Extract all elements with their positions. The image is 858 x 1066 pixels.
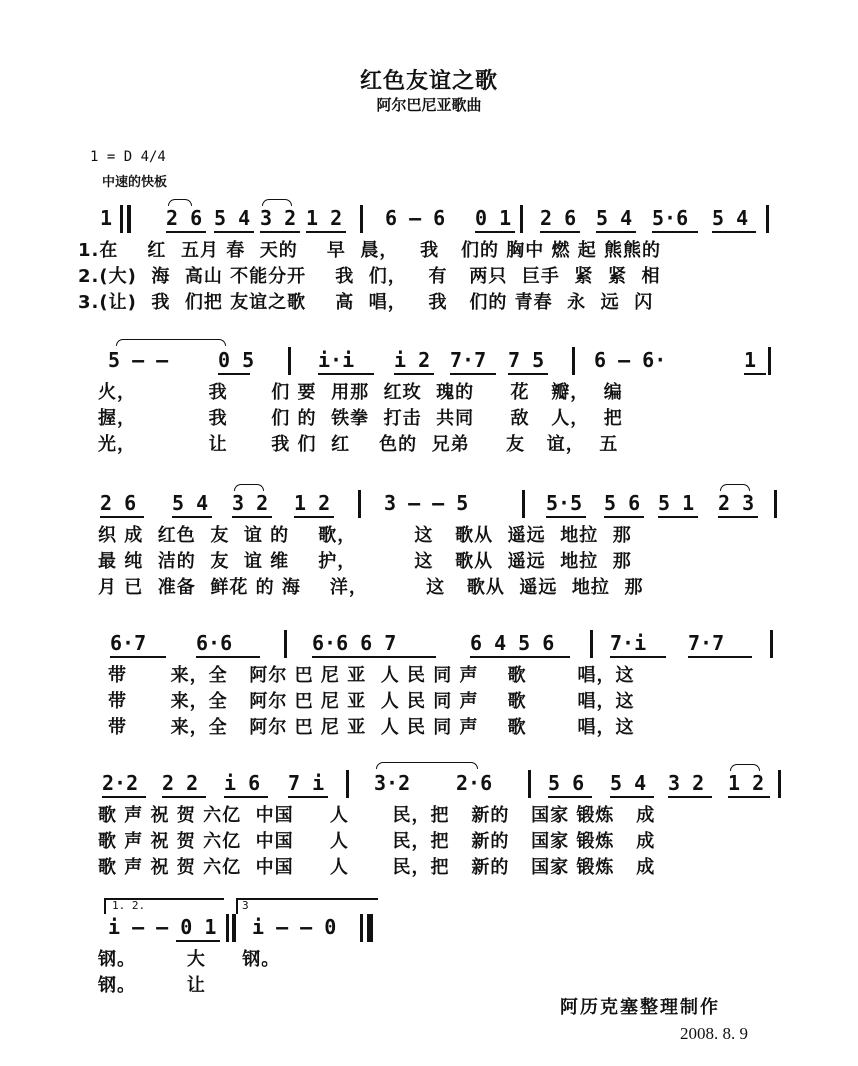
note-group: 5 4 <box>172 491 209 515</box>
note-group: 2 3 <box>718 491 755 515</box>
underline <box>718 516 758 518</box>
note-group: 3·2 <box>374 771 411 795</box>
underline <box>100 516 144 518</box>
lyric-line-3: 光， 让 我 们 红 色的 兄弟 友 谊， 五 <box>98 434 619 455</box>
underline <box>546 516 586 518</box>
key-signature: 1 = D 4/4 <box>90 149 166 165</box>
barline <box>127 205 131 233</box>
underline <box>176 940 220 942</box>
barline <box>226 914 229 942</box>
note-group: 0 1 <box>475 206 512 230</box>
barline <box>232 914 236 942</box>
underline <box>172 516 212 518</box>
note-group: 5·6 <box>652 206 689 230</box>
underline <box>162 796 206 798</box>
date-stamp: 2008. 8. 9 <box>680 1024 748 1043</box>
lyric-line-2: 最 纯 洁的 友 谊 维 护， 这 歌从 遥远 地拉 那 <box>98 551 632 572</box>
barline <box>522 490 525 518</box>
lyric-line-1: 歌 声 祝 贺 六亿 中国 人 民，把 新的 国家 锻炼 成 <box>98 805 656 826</box>
underline <box>232 516 272 518</box>
note-group: 1 <box>744 348 757 372</box>
note-group: i 6 <box>224 771 261 795</box>
underline <box>218 373 250 375</box>
barline <box>768 347 771 375</box>
note-group: 3 2 <box>232 491 269 515</box>
note-group: 5·5 <box>546 491 583 515</box>
tie <box>730 764 760 771</box>
lyric-line-1: 钢。 大 钢。 <box>98 949 281 970</box>
note-group: 6 – 6· <box>594 348 667 372</box>
underline <box>712 231 756 233</box>
note-group: 2 6 <box>166 206 203 230</box>
barline <box>360 205 363 233</box>
note-group: 2 6 <box>540 206 577 230</box>
barline <box>766 205 769 233</box>
note-group: 5 6 <box>548 771 585 795</box>
lyric-line-3: 月 已 准备 鲜花 的 海 洋， 这 歌从 遥远 地拉 那 <box>98 577 644 598</box>
lyric-line-1: 火， 我 们 要 用那 红玫 瑰的 花 瓣， 编 <box>98 382 623 403</box>
note-group: 5 4 <box>214 206 251 230</box>
note-group: 3 2 <box>668 771 705 795</box>
underline <box>610 656 666 658</box>
lyric-line-2: 2.(大) 海 高山 不能分开 我 们， 有 两只 巨手 紧 紧 相 <box>78 266 661 287</box>
tie <box>234 484 264 491</box>
barline <box>288 347 291 375</box>
note-group: 5 6 <box>604 491 641 515</box>
final-barline <box>367 914 373 942</box>
note-group: 1 <box>100 206 113 230</box>
barline <box>774 490 777 518</box>
underline <box>540 231 580 233</box>
note-group: 6 – 6 <box>385 206 446 230</box>
lyric-line-1: 带 来，全 阿尔 巴 尼 亚 人 民 同 声 歌 唱，这 <box>108 665 635 686</box>
lyric-line-3: 3.(让) 我 们把 友谊之歌 高 唱， 我 们的 青春 永 远 闪 <box>78 292 654 313</box>
note-group: 6·6 6 7 <box>312 631 397 655</box>
lyric-line-3: 歌 声 祝 贺 六亿 中国 人 民，把 新的 国家 锻炼 成 <box>98 857 656 878</box>
note-group: 5 – – <box>108 348 169 372</box>
arranger-credit: 阿历克塞整理制作 <box>560 997 720 1018</box>
underline <box>318 373 374 375</box>
notes-row <box>0 899 858 942</box>
underline <box>294 516 334 518</box>
lyric-line-3: 带 来，全 阿尔 巴 尼 亚 人 民 同 声 歌 唱，这 <box>108 717 635 738</box>
note-group: 0 5 <box>218 348 255 372</box>
note-group: 6 4 5 6 <box>470 631 555 655</box>
underline <box>196 656 260 658</box>
underline <box>668 796 712 798</box>
underline <box>214 231 254 233</box>
note-group: 7·7 <box>450 348 487 372</box>
lyric-line-2: 握， 我 们 的 铁拳 打击 共同 敌 人， 把 <box>98 408 623 429</box>
underline <box>110 656 166 658</box>
notes-row <box>0 203 858 233</box>
underline <box>306 231 346 233</box>
note-group: 1 2 <box>306 206 343 230</box>
tie <box>376 762 478 769</box>
underline <box>604 516 644 518</box>
lyric-line-1: 织 成 红色 友 谊 的 歌， 这 歌从 遥远 地拉 那 <box>98 525 632 546</box>
notes-row <box>0 628 858 658</box>
song-subtitle: 阿尔巴尼亚歌曲 <box>376 96 482 114</box>
underline <box>260 231 300 233</box>
barline <box>778 770 781 798</box>
barline <box>590 630 593 658</box>
underline <box>652 231 698 233</box>
tempo-marking: 中速的快板 <box>102 175 168 190</box>
barline <box>358 490 361 518</box>
underline <box>548 796 592 798</box>
note-group: 3 2 <box>260 206 297 230</box>
note-group: i·i <box>318 348 355 372</box>
underline <box>744 373 766 375</box>
note-group: 6·6 <box>196 631 233 655</box>
barline <box>572 347 575 375</box>
underline <box>475 231 515 233</box>
note-group: 5 4 <box>712 206 749 230</box>
volta-label-1: 1. 2. <box>112 899 146 912</box>
lyric-line-2: 歌 声 祝 贺 六亿 中国 人 民，把 新的 国家 锻炼 成 <box>98 831 656 852</box>
underline <box>596 231 636 233</box>
note-group: 3 – – 5 <box>384 491 469 515</box>
note-group: 1 2 <box>294 491 331 515</box>
note-group: 5 4 <box>596 206 633 230</box>
song-title: 红色友谊之歌 <box>359 69 498 94</box>
underline <box>288 796 328 798</box>
note-group: 2 2 <box>162 771 199 795</box>
underline <box>508 373 548 375</box>
note-group: i – – 0 <box>252 915 337 939</box>
underline <box>728 796 770 798</box>
underline <box>312 656 436 658</box>
notes-row <box>0 345 858 375</box>
note-group: 2 6 <box>100 491 137 515</box>
notes-row <box>0 488 858 518</box>
lyric-line-2: 带 来，全 阿尔 巴 尼 亚 人 民 同 声 歌 唱，这 <box>108 691 635 712</box>
barline <box>770 630 773 658</box>
underline <box>394 373 434 375</box>
note-group: 7 i <box>288 771 325 795</box>
tie <box>262 199 292 206</box>
underline <box>688 656 752 658</box>
tie <box>168 199 192 206</box>
underline <box>470 656 570 658</box>
underline <box>610 796 654 798</box>
barline <box>520 205 523 233</box>
note-group: 5 1 <box>658 491 695 515</box>
underline <box>658 516 698 518</box>
underline <box>102 796 146 798</box>
underline <box>450 373 496 375</box>
note-group: 2·6 <box>456 771 493 795</box>
underline <box>224 796 268 798</box>
volta-label-2: 3 <box>242 899 249 912</box>
note-group: i – – 0 1 <box>108 915 217 939</box>
barline <box>120 205 123 233</box>
note-group: 7 5 <box>508 348 545 372</box>
note-group: 6·7 <box>110 631 147 655</box>
lyric-line-1: 1.在 红 五月 春 天的 早 晨， 我 们的 胸中 燃 起 熊熊的 <box>78 240 662 261</box>
notes-row <box>0 768 858 798</box>
barline <box>284 630 287 658</box>
note-group: 7·i <box>610 631 647 655</box>
barline <box>528 770 531 798</box>
note-group: 2·2 <box>102 771 139 795</box>
underline <box>166 231 206 233</box>
lyric-line-2: 钢。 让 <box>98 975 206 996</box>
barline <box>346 770 349 798</box>
note-group: i 2 <box>394 348 431 372</box>
note-group: 5 4 <box>610 771 647 795</box>
barline <box>360 914 363 942</box>
note-group: 7·7 <box>688 631 725 655</box>
tie <box>720 484 750 491</box>
note-group: 1 2 <box>728 771 765 795</box>
